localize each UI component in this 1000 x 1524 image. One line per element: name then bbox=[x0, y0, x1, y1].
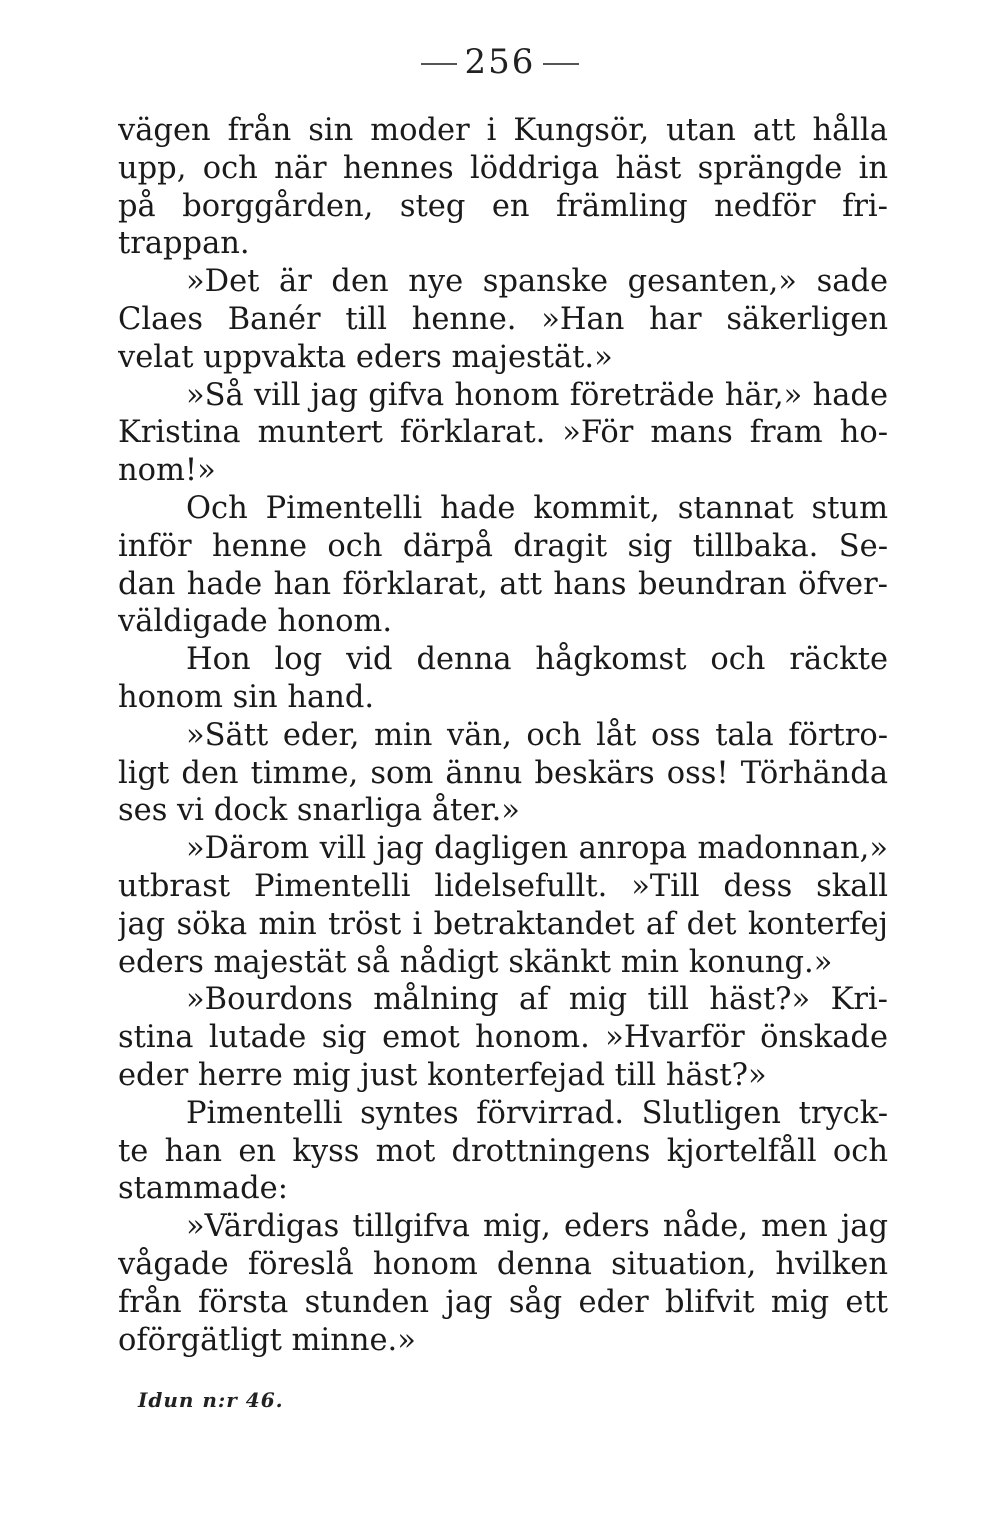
text-line: Och Pimentelli hade kommit, stannat stum bbox=[186, 490, 888, 526]
text-line: velat uppvakta eders majestät.» bbox=[118, 339, 613, 375]
text-line: Kristina muntert förklarat. »För mans fram ho- bbox=[118, 415, 888, 451]
text-line: väldigade honom. bbox=[118, 604, 393, 640]
text-line: »Så vill jag gifva honom företräde här,» hade bbox=[186, 377, 888, 413]
text-line: stammade: bbox=[118, 1171, 288, 1207]
page-number bbox=[0, 42, 1000, 82]
text-line: te han en kyss mot drottningens kjortelfåll och bbox=[118, 1133, 888, 1169]
text-line: Pimentelli syntes förvirrad. Slutligen tryck- bbox=[186, 1095, 888, 1131]
text-line: från första stunden jag såg eder blifvit mig ett bbox=[118, 1284, 888, 1320]
text-line: honom sin hand. bbox=[118, 679, 375, 715]
text-line: Hon log vid denna hågkomst och räckte bbox=[186, 642, 888, 678]
text-line: trappan. bbox=[118, 226, 250, 262]
left-dash-ornament bbox=[421, 63, 457, 65]
text-line: »Det är den nye spanske gesanten,» sade bbox=[186, 264, 888, 300]
text-line: ligt den timme, som ännu beskärs oss! Törhända bbox=[118, 755, 888, 791]
page-number-text: 256 bbox=[464, 42, 536, 82]
text-line: Claes Banér till henne. »Han har säkerligen bbox=[118, 301, 888, 337]
text-line: jag söka min tröst i betraktandet af det konterfej bbox=[118, 906, 888, 942]
text-line: utbrast Pimentelli lidelsefullt. »Till dess skall bbox=[118, 868, 888, 904]
footer-signature: Idun n:r 46. bbox=[138, 1388, 284, 1412]
text-line: eder herre mig just konterfejad till häst?» bbox=[118, 1057, 767, 1093]
text-line: inför henne och därpå dragit sig tillbaka. Se- bbox=[118, 528, 888, 564]
text-line: »Därom vill jag dagligen anropa madonnan,» bbox=[186, 831, 888, 867]
text-line: »Sätt eder, min vän, och låt oss tala förtro- bbox=[186, 717, 888, 753]
text-line: eders majestät så nådigt skänkt min konung.» bbox=[118, 944, 833, 980]
text-line: »Värdigas tillgifva mig, eders nåde, men jag bbox=[186, 1209, 888, 1245]
right-dash-ornament bbox=[543, 63, 579, 65]
text-line: vågade föreslå honom denna situation, hvilken bbox=[118, 1246, 888, 1282]
text-line: stina lutade sig emot honom. »Hvarför önskade bbox=[118, 1020, 888, 1056]
text-line: »Bourdons målning af mig till häst?» Kri- bbox=[186, 982, 888, 1018]
text-line: upp, och när hennes löddriga häst sprängde in bbox=[118, 150, 888, 186]
text-line: oförgätligt minne.» bbox=[118, 1322, 416, 1358]
text-line: nom!» bbox=[118, 453, 216, 489]
body-text bbox=[118, 112, 888, 1359]
text-line: dan hade han förklarat, att hans beundran öfver- bbox=[118, 566, 888, 602]
text-line: på borggården, steg en främling nedför fri- bbox=[118, 188, 888, 224]
text-line: vägen från sin moder i Kungsör, utan att hålla bbox=[118, 113, 888, 148]
text-line: ses vi dock snarliga åter.» bbox=[118, 793, 520, 829]
